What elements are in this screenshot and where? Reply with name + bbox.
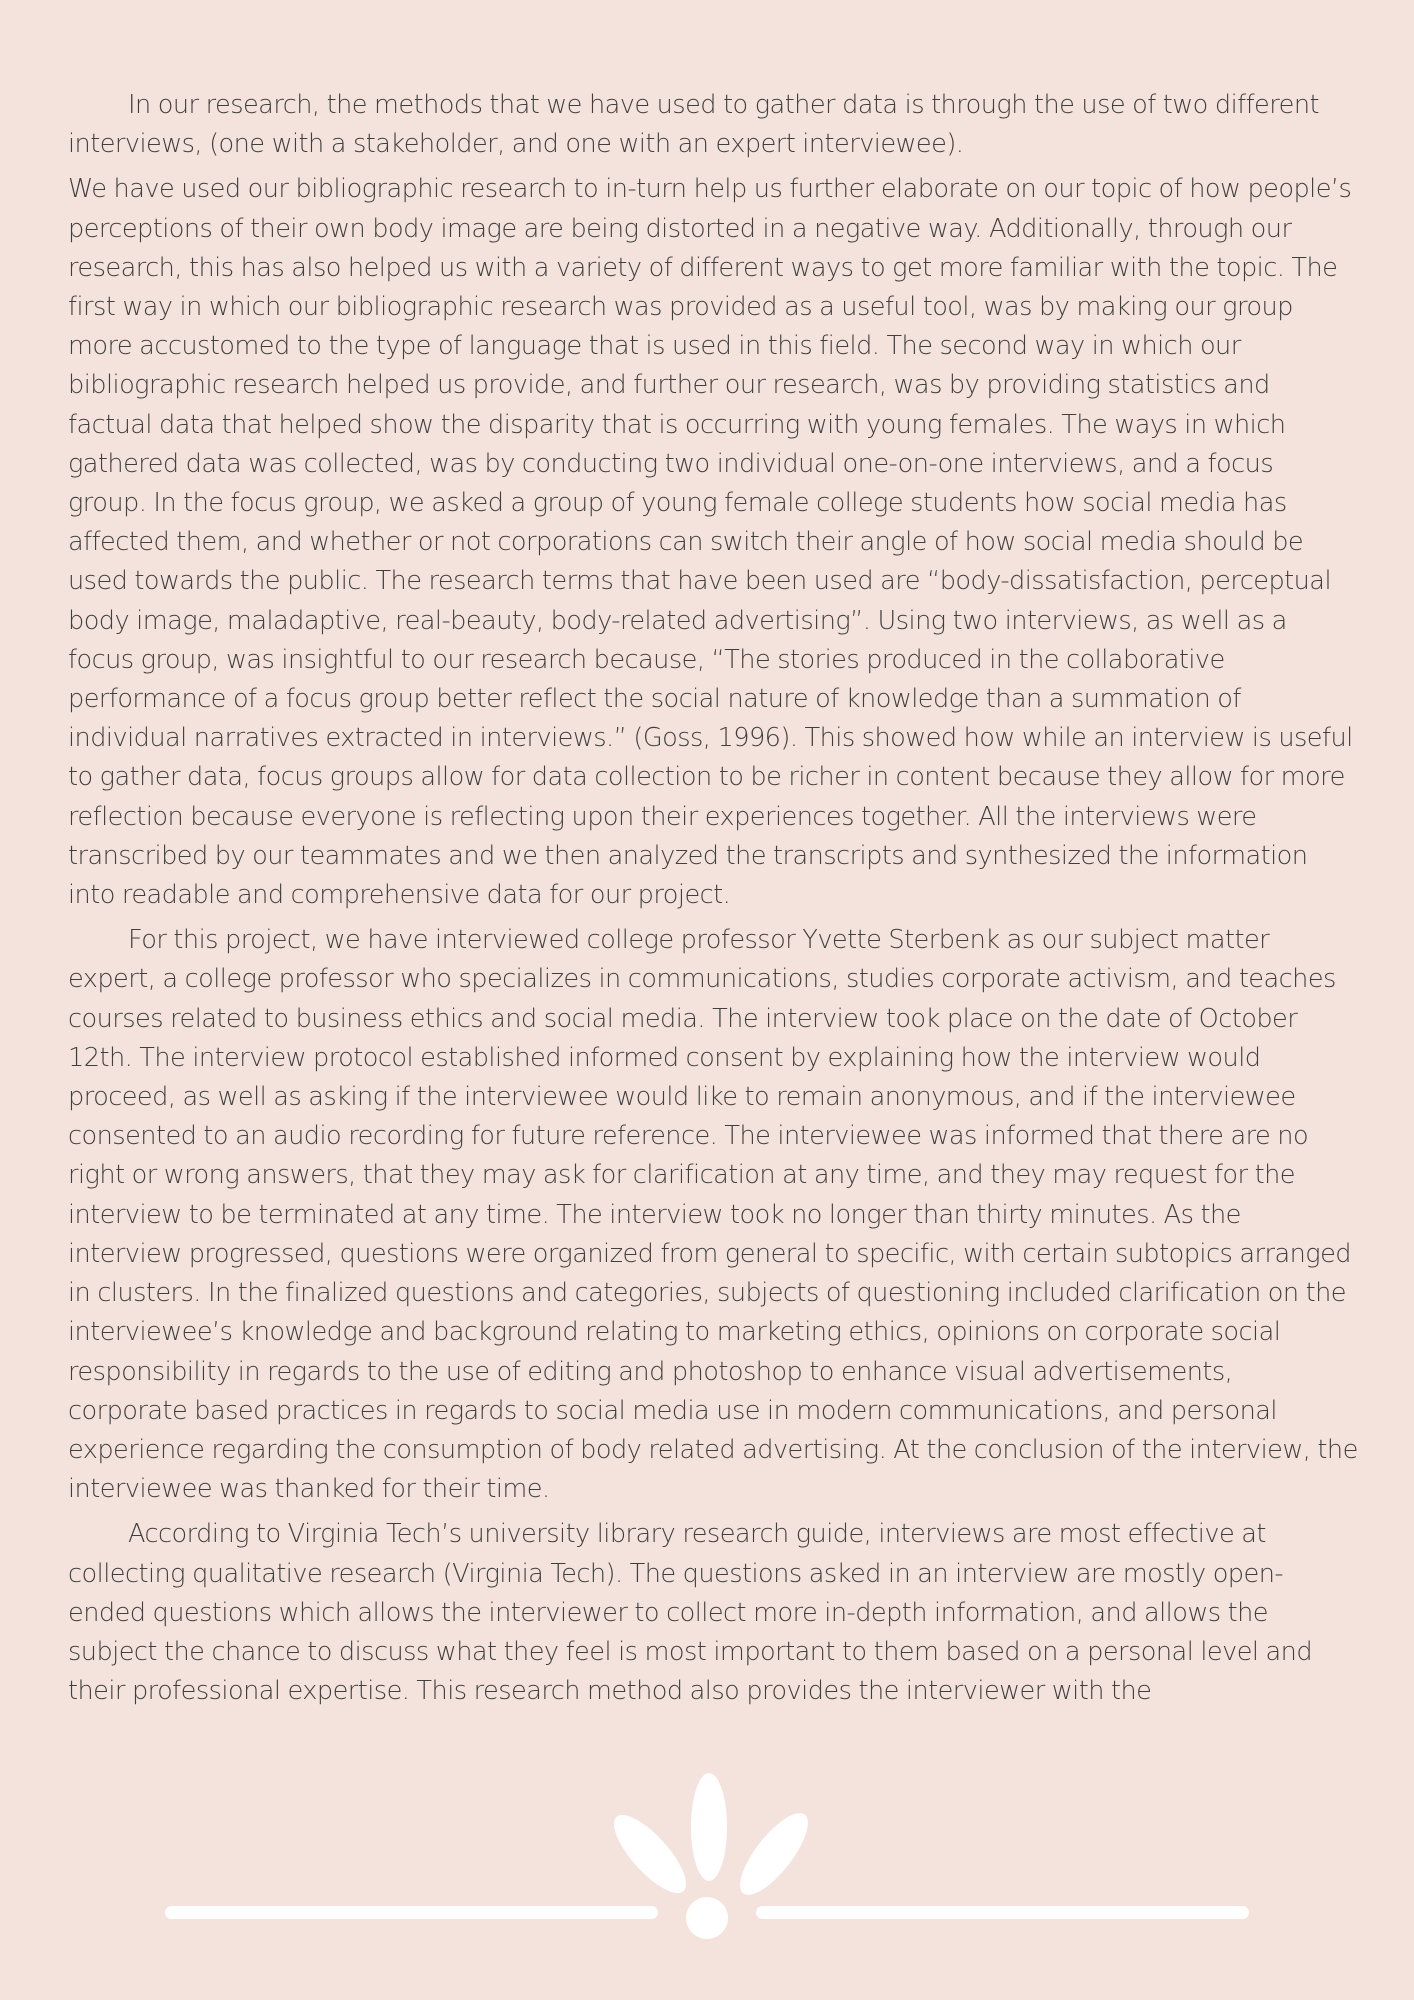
document-body (68, 86, 1358, 1717)
petal-left (603, 1805, 697, 1903)
paragraph-intro: In our research, the methods that we have used to gather data is through the use of two different interviews, (one with a stakeholder, and one with an expert interviewee). (68, 90, 1320, 160)
divider-line-left (165, 1906, 658, 1919)
flower-divider-icon (0, 1770, 1414, 1950)
divider-center-dot (686, 1897, 728, 1939)
paragraph-virginia-tech: According to Virginia Tech’s university library research guide, interviews are most effective at collecting qualitative research (Virginia Tech). The questions asked in an interview are mostly open-ended questions which allows the interviewer to collect more in-depth information, and allows the subject the chance to discuss what they feel is most important to them based on a personal level and their professional expertise. This research method also provides the interviewer with the (68, 1519, 1313, 1707)
divider-line-right (756, 1906, 1249, 1919)
paragraph-bibliographic-research: We have used our bibliographic research to in-turn help us further elaborate on our topic of how people’s perceptions of their own body image are being distorted in a negative way. Additionally, through our research, this has also helped us with a variety of different ways to get more familiar with the topic. The first way in which our bibliographic research was provided as a useful tool, was by making our group more accustomed to the type of language that is used in this field. The second way in which our bibliographic research helped us provide, and further our research, was by providing statistics and factual data that helped show the disparity that is occurring with young females. The ways in which gathered data was collected, was by conducting two individual one-on-one interviews, and a focus group. In the focus group, we asked a group of young female college students how social media has affected them, and whether or not corporations can switch their angle of how social media should be used towards the public. The research terms that have been used are “body-dissatisfaction, perceptual body image, maladaptive, real-beauty, body-related advertising”. Using two interviews, as well as a focus group, was insightful to our research because, “The stories produced in the collaborative performance of a focus group better reflect the social nature of knowledge than a summation of individual narratives extracted in interviews.” (Goss, 1996). This showed how while an interview is useful to gather data, focus groups allow for data collection to be richer in content because they allow for more reflection because everyone is reflecting upon their experiences together. All the interviews were transcribed by our teammates and we then analyzed the transcripts and synthesized the information into readable and comprehensive data for our project. (68, 174, 1353, 911)
petal-right (729, 1804, 819, 1905)
paragraph-expert-interview: For this project, we have interviewed college professor Yvette Sterbenk as our subject matter expert, a college professor who specializes in communications, studies corporate activism, and teaches courses related to business ethics and social media. The interview took place on the date of October 12th. The interview protocol established informed consent by explaining how the interview would proceed, as well as asking if the interviewee would like to remain anonymous, and if the interviewee consented to an audio recording for future reference. The interviewee was informed that there are no right or wrong answers, that they may ask for clarification at any time, and they may request for the interview to be terminated at any time. The interview took no longer than thirty minutes. As the interview progressed, questions were organized from general to specific, with certain subtopics arranged in clusters. In the finalized questions and categories, subjects of questioning included clarification on the interviewee’s knowledge and background relating to marketing ethics, opinions on corporate social responsibility in regards to the use of editing and photoshop to enhance visual advertisements, corporate based practices in regards to social media use in modern communications, and personal experience regarding the consumption of body related advertising. At the conclusion of the interview, the interviewee was thanked for their time. (68, 925, 1358, 1505)
petal-center (691, 1773, 727, 1881)
